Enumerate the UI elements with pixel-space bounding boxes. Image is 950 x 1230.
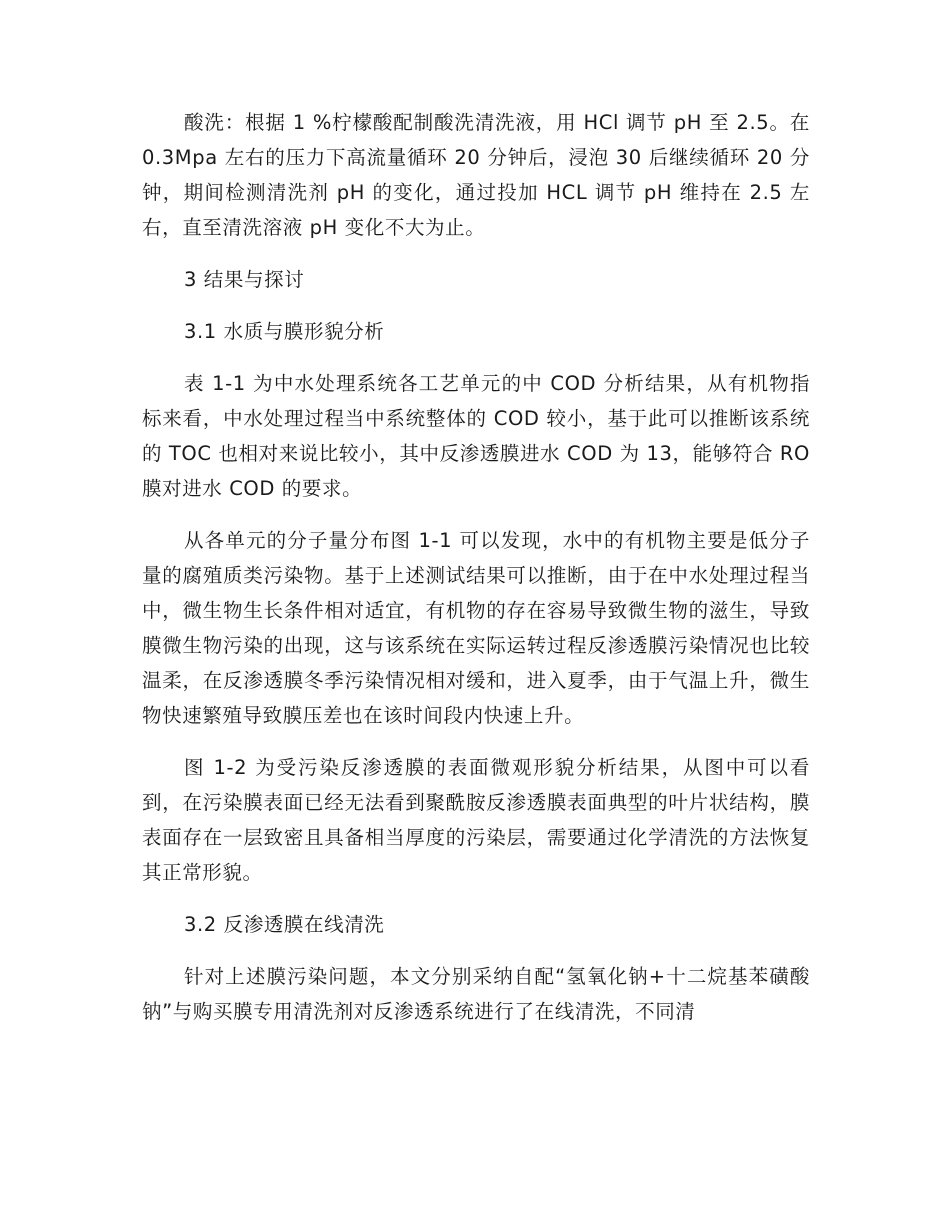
paragraph-cleaning-methods: 针对上述膜污染问题，本文分别采纳自配“氢氧化钠+十二烷基苯磺酸钠”与购买膜专用清洗剂对反渗透系统进行了在线清洗，不同清 (142, 965, 810, 1023)
document-body (142, 105, 810, 1046)
subsection-heading-water-quality: 3.1 水质与膜形貌分析 (184, 320, 385, 343)
paragraph-cod-analysis: 表 1-1 为中水处理系统各工艺单元的中 COD 分析结果，从有机物指标来看，中水处理过程当中系统整体的 COD 较小，基于此可以推断该系统的 TOC 也相对来说比较小，其中反渗透膜进水 COD 为 13，能够符合 RO 膜对进水 COD 的要求。 (142, 372, 810, 500)
paragraph-membrane-morphology: 图 1-2 为受污染反渗透膜的表面微观形貌分析结果，从图中可以看到，在污染膜表面已经无法看到聚酰胺反渗透膜表面典型的叶片状结构，膜表面存在一层致密且具备相当厚度的污染层，需要通过化学清洗的方法恢复其正常形貌。 (142, 756, 810, 884)
paragraph-molecular-weight: 从各单元的分子量分布图 1-1 可以发现，水中的有机物主要是低分子量的腐殖质类污染物。基于上述测试结果可以推断，由于在中水处理过程当中，微生物生长条件相对适宜，有机物的存在容易导致微生物的滋生，导致膜微生物污染的出现，这与该系统在实际运转过程反渗透膜污染情况也比较温柔，在反渗透膜冬季污染情况相对缓和，进入夏季，由于气温上升，微生物快速繁殖导致膜压差也在该时间段内快速上升。 (142, 529, 810, 727)
section-heading-results: 3 结果与探讨 (184, 268, 305, 291)
paragraph-acid-wash: 酸洗：根据 1 %柠檬酸配制酸洗清洗液，用 HCl 调节 pH 至 2.5。在 0.3Mpa 左右的压力下高流量循环 20 分钟后，浸泡 30 后继续循环 20 分钟，期间检测清洗剂 pH 的变化，通过投加 HCL 调节 pH 维持在 2.5 左右，直至清洗溶液 pH 变化不大为止。 (142, 111, 810, 239)
subsection-heading-online-cleaning: 3.2 反渗透膜在线清洗 (184, 913, 385, 936)
